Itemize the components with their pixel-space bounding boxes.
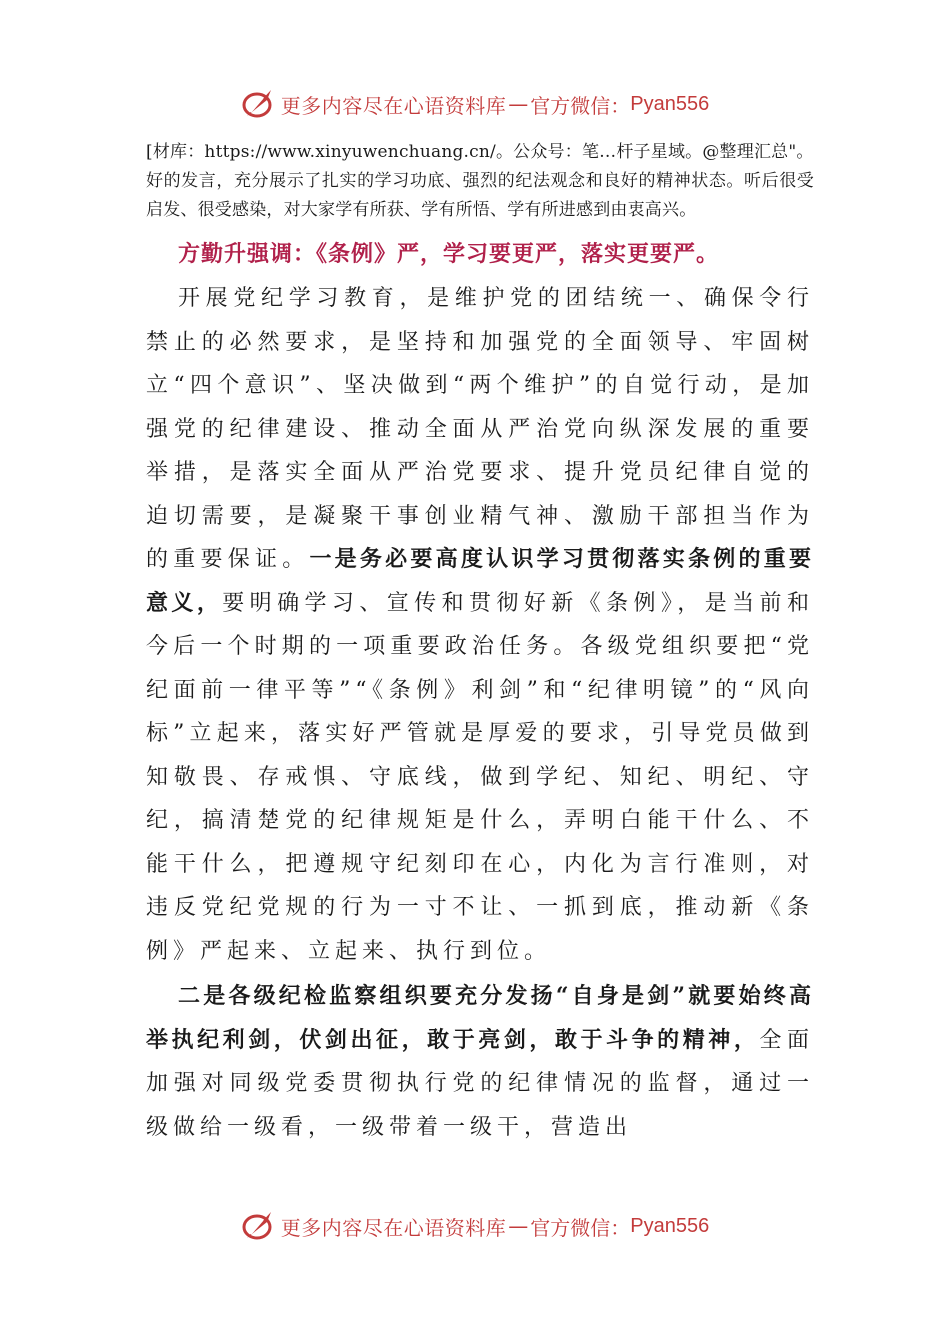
footer-banner-wechat-id: Pyan556 bbox=[630, 1214, 710, 1237]
header-banner bbox=[0, 84, 950, 124]
section-heading: 方勤升强调：《条例》严，学习要更严，落实更要严。 bbox=[178, 241, 720, 267]
paragraph-1 bbox=[146, 277, 814, 973]
document-body bbox=[146, 138, 814, 1149]
intro-paragraph bbox=[146, 138, 814, 225]
footer-banner-wechat-label: 官方微信： bbox=[530, 1215, 631, 1240]
quill-logo-icon bbox=[241, 1208, 277, 1244]
banner-wechat-label: 官方微信： bbox=[530, 93, 631, 118]
paragraph-2-text-a: 全面加强对同级党委贯彻执行党的纪律情况的监督，通过一级做给一级看，一级带着一级干，营造出 bbox=[146, 1027, 814, 1140]
banner-dash: — bbox=[508, 92, 529, 116]
intro-line-1: [材库：https://www.xinyuwenchuang.cn/。公众号：笔…杆子星域。@整理汇总"。 bbox=[146, 142, 814, 162]
banner-text: 更多内容尽在心语资料库 bbox=[280, 93, 507, 118]
paragraph-1-bold: 一是务必要高度认识学习贯彻落实条例的重要意义， bbox=[146, 546, 814, 616]
intro-rest: 好的发言，充分展示了扎实的学习功底、强烈的纪法观念和良好的精神状态。听后很受启发、很受感染，对大家学有所获、学有所悟、学有所进感到由衷高兴。 bbox=[146, 171, 814, 220]
footer-banner bbox=[0, 1206, 950, 1246]
paragraph-1-text-b: 要明确学习、宣传和贯彻好新《条例》，是当前和今后一个时期的一项重要政治任务。各级党组织要把“党纪面前一律平等”“《条例》利剑”和“纪律明镜”的“风向标”立起来，落实好严管就是厚爱的要求，引导党员做到知敬畏、存戒惧、守底线，做到学纪、知纪、明纪、守纪，搞清楚党的纪律规矩是什么，弄明白能干什么、不能干什么，把遵规守纪刻印在心，内化为言行准则，对违反党纪党规的行为一寸不让、一抓到底，推动新《条例》严起来、立起来、执行到位。 bbox=[146, 590, 814, 964]
quill-logo-icon bbox=[241, 86, 277, 122]
paragraph-2 bbox=[146, 975, 814, 1149]
paragraph-1-text-a: 开展党纪学习教育，是维护党的团结统一、确保令行禁止的必然要求，是坚持和加强党的全面领导、牢固树立“四个意识”、坚决做到“两个维护”的自觉行动，是加强党的纪律建设、推动全面从严治党向纵深发展的重要举措，是落实全面从严治党要求、提升党员纪律自觉的迫切需要，是凝聚干事创业精气神、激励干部担当作为的重要保证。 bbox=[146, 286, 814, 572]
footer-banner-dash: — bbox=[508, 1214, 529, 1238]
paragraph-2-bold: 二是各级纪检监察组织要充分发扬“自身是剑”就要始终高举执纪利剑，伏剑出征，敢于亮剑，敢于斗争的精神， bbox=[146, 983, 814, 1053]
footer-banner-text: 更多内容尽在心语资料库 bbox=[280, 1215, 507, 1240]
banner-wechat-id: Pyan556 bbox=[630, 92, 710, 115]
